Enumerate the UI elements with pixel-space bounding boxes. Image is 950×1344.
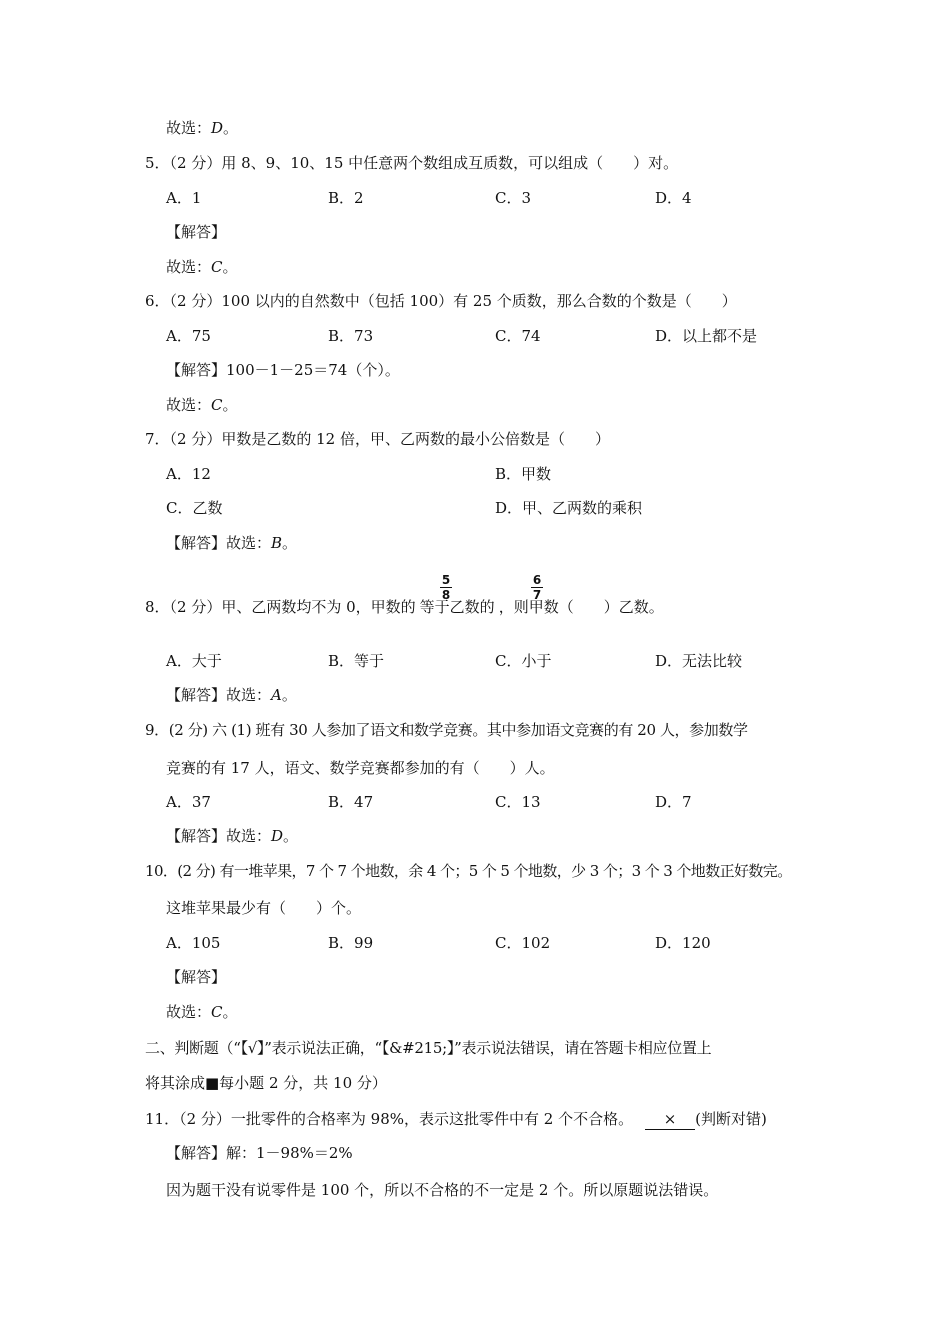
q5-option-b: B．2 bbox=[328, 189, 364, 207]
q9-option-b: B．47 bbox=[328, 793, 374, 811]
q8-option-a: A．大于 bbox=[166, 652, 222, 670]
q5-option-a: A．1 bbox=[166, 189, 202, 207]
q5-choose: 故选：C。 bbox=[166, 258, 238, 276]
q8-stem: 8．（2 分）甲、乙两数均不为 0，甲数的 等于乙数的 ，则甲数（ ）乙数。 bbox=[145, 598, 664, 616]
q7-option-a: A．12 bbox=[166, 465, 211, 483]
q7-option-d: D．甲、乙两数的乘积 bbox=[495, 499, 643, 517]
q9-stem-line2: 竞赛的有 17 人，语文、数学竞赛都参加的有（ ）人。 bbox=[166, 759, 555, 777]
q9-option-c: C．13 bbox=[495, 793, 541, 811]
q9-option-a: A．37 bbox=[166, 793, 211, 811]
q10-option-d: D．120 bbox=[655, 934, 711, 952]
q7-stem: 7．（2 分）甲数是乙数的 12 倍，甲、乙两数的最小公倍数是（ ） bbox=[145, 430, 610, 448]
q6-option-b: B．73 bbox=[328, 327, 374, 345]
q6-option-c: C．74 bbox=[495, 327, 541, 345]
q8-option-d: D．无法比较 bbox=[655, 652, 743, 670]
q8-option-b: B．等于 bbox=[328, 652, 385, 670]
q8-fraction-6-7: 6 7 bbox=[532, 573, 542, 602]
q10-option-c: C．102 bbox=[495, 934, 551, 952]
q11-explain: 因为题干没有说零件是 100 个，所以不合格的不一定是 2 个。所以原题说法错误。 bbox=[166, 1181, 719, 1199]
q10-option-b: B．99 bbox=[328, 934, 374, 952]
section2-heading-line1: 二、判断题（“【√】”表示说法正确，“【&#215;】”表示说法错误，请在答题卡相应位置上 bbox=[145, 1039, 712, 1057]
q7-option-b: B．甲数 bbox=[495, 465, 552, 483]
q10-choose: 故选：C。 bbox=[166, 1003, 238, 1021]
q9-option-d: D．7 bbox=[655, 793, 692, 811]
q8-option-c: C．小于 bbox=[495, 652, 552, 670]
q8-fraction-5-8: 5 8 bbox=[441, 573, 451, 602]
q6-option-d: D．以上都不是 bbox=[655, 327, 758, 345]
q7-jieda: 【解答】故选：B。 bbox=[166, 534, 298, 552]
q6-option-a: A．75 bbox=[166, 327, 211, 345]
q10-option-a: A．105 bbox=[166, 934, 221, 952]
q5-option-c: C．3 bbox=[495, 189, 532, 207]
section2-heading-line2: 将其涂成■每小题 2 分，共 10 分） bbox=[145, 1074, 387, 1092]
q5-stem: 5．（2 分）用 8、9、10、15 中任意两个数组成互质数，可以组成（ ）对。 bbox=[145, 154, 679, 172]
q10-stem-line2: 这堆苹果最少有（ ）个。 bbox=[166, 899, 362, 917]
q8-jieda: 【解答】故选：A。 bbox=[166, 686, 297, 704]
q10-stem-line1: 10．(2 分) 有一堆苹果，7 个 7 个地数，余 4 个；5 个 5 个地数，少 3 个；3 个 3 个地数正好数完。 bbox=[145, 862, 792, 880]
q5-option-d: D．4 bbox=[655, 189, 692, 207]
q5-jieda: 【解答】 bbox=[166, 223, 227, 241]
q9-jieda: 【解答】故选：D。 bbox=[166, 827, 299, 845]
q7-option-c: C．乙数 bbox=[166, 499, 223, 517]
q6-jieda: 【解答】100－1－25＝74（个）。 bbox=[166, 361, 400, 379]
q11-jieda: 【解答】解：1－98%＝2% bbox=[166, 1144, 353, 1162]
q11-stem: 11．（2 分）一批零件的合格率为 98%，表示这批零件中有 2 个不合格。 × (判断对错) bbox=[145, 1110, 767, 1128]
q4-choose: 故选：D。 bbox=[166, 119, 239, 137]
q10-jieda: 【解答】 bbox=[166, 968, 227, 986]
q6-stem: 6．（2 分）100 以内的自然数中（包括 100）有 25 个质数，那么合数的个数是（ ） bbox=[145, 292, 737, 310]
q11-answer-blank: × bbox=[645, 1109, 695, 1130]
q6-choose: 故选：C。 bbox=[166, 396, 238, 414]
q9-stem-line1: 9．(2 分) 六 (1) 班有 30 人参加了语文和数学竞赛。其中参加语文竞赛的有 20 人，参加数学 bbox=[145, 721, 748, 739]
